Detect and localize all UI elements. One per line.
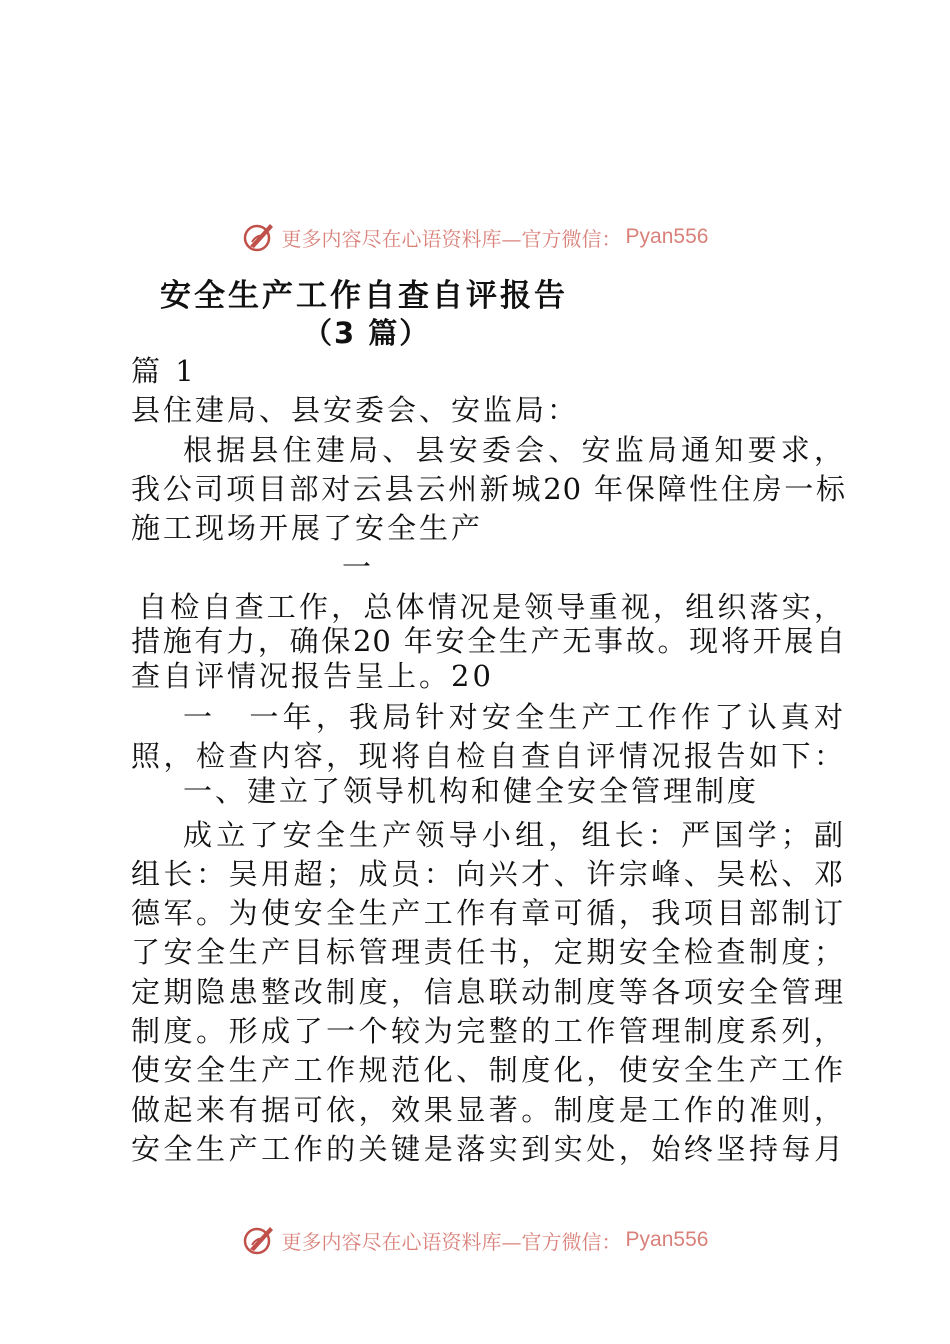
watermark-bottom xyxy=(0,1220,950,1260)
section-heading: 一、建立了领导机构和健全安全管理制度 xyxy=(183,774,760,808)
body-line: 措施有力，确保20 年安全生产无事故。现将开展自 xyxy=(131,624,846,658)
pen-logo-icon xyxy=(242,220,276,254)
body-line: 安全生产工作的关键是落实到实处，始终坚持每月 xyxy=(131,1132,846,1166)
body-line: 定期隐患整改制度，信息联动制度等各项安全管理 xyxy=(131,975,846,1009)
body-line: 成立了安全生产领导小组，组长：严国学；副 xyxy=(183,818,846,852)
body-line: 施工现场开展了安全生产 xyxy=(131,511,484,545)
body-line: 做起来有据可依，效果显著。制度是工作的准则， xyxy=(131,1093,846,1127)
watermark-account: Pyan556 xyxy=(625,1228,709,1251)
body-line: 制度。形成了一个较为完整的工作管理制度系列， xyxy=(131,1014,846,1048)
document-subtitle: （3 篇） xyxy=(303,316,431,350)
body-line: 查自评情况报告呈上。20 xyxy=(131,659,494,693)
body-line: 使安全生产工作规范化、制度化，使安全生产工作 xyxy=(131,1053,846,1087)
addressee-line: 县住建局、县安委会、安监局： xyxy=(131,393,580,427)
watermark-text: 更多内容尽在心语资料库—官方微信： xyxy=(281,1229,622,1254)
body-line: 了安全生产目标管理责任书，定期安全检查制度； xyxy=(131,935,846,969)
body-line: 一 xyxy=(342,550,375,584)
watermark-top xyxy=(0,217,950,257)
watermark-account: Pyan556 xyxy=(625,225,709,248)
body-line: 照，检查内容，现将自检自查自评情况报告如下： xyxy=(131,739,846,773)
body-line: 我公司项目部对云县云州新城20 年保障性住房一标 xyxy=(131,472,846,506)
body-line: 根据县住建局、县安委会、安监局通知要求， xyxy=(183,433,846,467)
section-label: 篇 1 xyxy=(131,354,197,388)
body-line: 自检自查工作，总体情况是领导重视，组织落实， xyxy=(138,590,846,624)
pen-logo-icon xyxy=(242,1223,276,1257)
body-line: 一 一年，我局针对安全生产工作作了认真对 xyxy=(183,700,846,734)
body-line: 德军。为使安全生产工作有章可循，我项目部制订 xyxy=(131,896,846,930)
document-title: 安全生产工作自查自评报告 xyxy=(160,278,568,314)
watermark-text: 更多内容尽在心语资料库—官方微信： xyxy=(281,226,622,251)
body-line: 组长：吴用超；成员：向兴才、许宗峰、吴松、邓 xyxy=(131,857,846,891)
